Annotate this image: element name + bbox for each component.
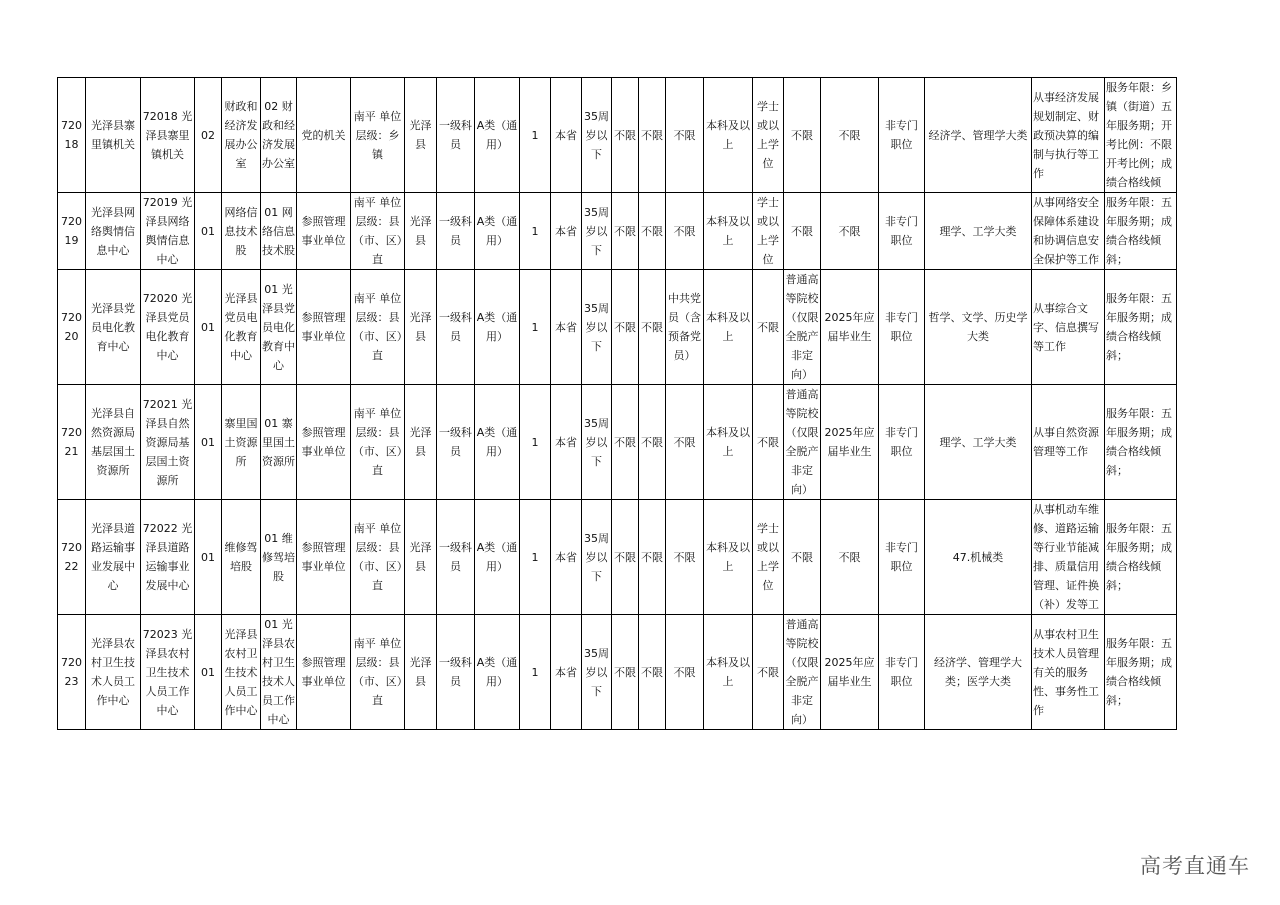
cell-region: 光泽县 <box>405 500 437 615</box>
table-row <box>58 385 1177 500</box>
cell-rank: 一级科员 <box>437 270 475 385</box>
cell-position-type: 非专门职位 <box>879 385 925 500</box>
cell-ethnicity: 不限 <box>639 193 666 270</box>
cell-political-status: 不限 <box>666 615 704 730</box>
cell-remarks: 服务年限：乡镇（街道）五年服务期；开考比例：不限开考比例；成绩合格线倾 <box>1105 78 1177 193</box>
cell-exam-category: A类（通用） <box>475 270 520 385</box>
cell-school-type: 不限 <box>784 500 821 615</box>
cell-unit-level: 南平 单位层级：县（市、区）直 <box>351 500 405 615</box>
table-row <box>58 615 1177 730</box>
cell-quota: 1 <box>520 193 551 270</box>
cell-education: 本科及以上 <box>704 615 753 730</box>
cell-dept-code: 01 <box>195 500 222 615</box>
cell-household: 本省 <box>551 270 582 385</box>
cell-unit-nature: 参照管理事业单位 <box>297 385 351 500</box>
cell-ethnicity: 不限 <box>639 500 666 615</box>
cell-gender: 不限 <box>612 270 639 385</box>
cell-gender: 不限 <box>612 615 639 730</box>
cell-household: 本省 <box>551 193 582 270</box>
cell-job-description: 从事网络安全保障体系建设和协调信息安全保护等工作 <box>1032 193 1105 270</box>
cell-school-type: 普通高等院校（仅限全脱产非定向） <box>784 270 821 385</box>
cell-unit-level: 南平 单位层级：县（市、区）直 <box>351 385 405 500</box>
cell-dept-code-name: 01 光泽县农村卫生技术人员工作中心 <box>261 615 297 730</box>
cell-unit-code-name: 72020 光泽县党员电化教育中心 <box>141 270 195 385</box>
cell-position-code: 72023 <box>58 615 86 730</box>
cell-job-description: 从事农村卫生技术人员管理有关的服务性、事务性工作 <box>1032 615 1105 730</box>
cell-political-status: 不限 <box>666 500 704 615</box>
cell-school-type: 不限 <box>784 78 821 193</box>
cell-dept-code-name: 01 寨里国土资源所 <box>261 385 297 500</box>
cell-school-type: 普通高等院校（仅限全脱产非定向） <box>784 385 821 500</box>
cell-exam-category: A类（通用） <box>475 385 520 500</box>
cell-dept-code: 01 <box>195 193 222 270</box>
cell-age: 35周岁以下 <box>582 615 612 730</box>
cell-dept-name: 光泽县党员电化教育中心 <box>222 270 261 385</box>
cell-position-type: 非专门职位 <box>879 270 925 385</box>
cell-school-type: 普通高等院校（仅限全脱产非定向） <box>784 615 821 730</box>
cell-age: 35周岁以下 <box>582 78 612 193</box>
cell-dept-code-name: 01 维修驾培股 <box>261 500 297 615</box>
cell-job-description: 从事经济发展规划制定、财政预决算的编制与执行等工作 <box>1032 78 1105 193</box>
cell-unit-level: 南平 单位层级：县（市、区）直 <box>351 615 405 730</box>
cell-position-type: 非专门职位 <box>879 500 925 615</box>
cell-job-description: 从事综合文字、信息撰写等工作 <box>1032 270 1105 385</box>
cell-education: 本科及以上 <box>704 78 753 193</box>
cell-unit-code-name: 72022 光泽县道路运输事业发展中心 <box>141 500 195 615</box>
cell-graduate-type: 不限 <box>821 500 879 615</box>
cell-graduate-type: 2025年应届毕业生 <box>821 270 879 385</box>
cell-position-code: 72019 <box>58 193 86 270</box>
cell-dept-name: 维修驾培股 <box>222 500 261 615</box>
cell-job-description: 从事自然资源管理等工作 <box>1032 385 1105 500</box>
cell-unit-nature: 党的机关 <box>297 78 351 193</box>
cell-quota: 1 <box>520 78 551 193</box>
cell-political-status: 不限 <box>666 385 704 500</box>
cell-remarks: 服务年限：五年服务期；成绩合格线倾斜； <box>1105 193 1177 270</box>
cell-household: 本省 <box>551 385 582 500</box>
cell-dept-code: 01 <box>195 615 222 730</box>
cell-dept-code-name: 02 财政和经济发展办公室 <box>261 78 297 193</box>
cell-dept-name: 光泽县农村卫生技术人员工作中心 <box>222 615 261 730</box>
cell-dept-code: 01 <box>195 385 222 500</box>
cell-dept-code-name: 01 网络信息技术股 <box>261 193 297 270</box>
cell-unit-code-name: 72019 光泽县网络舆情信息中心 <box>141 193 195 270</box>
cell-major: 经济学、管理学大类；医学大类 <box>925 615 1032 730</box>
cell-position-code: 72021 <box>58 385 86 500</box>
cell-region: 光泽县 <box>405 193 437 270</box>
cell-rank: 一级科员 <box>437 78 475 193</box>
cell-age: 35周岁以下 <box>582 193 612 270</box>
cell-dept-name: 网络信息技术股 <box>222 193 261 270</box>
cell-age: 35周岁以下 <box>582 500 612 615</box>
table-row <box>58 500 1177 615</box>
cell-major: 经济学、管理学大类 <box>925 78 1032 193</box>
cell-unit-name: 光泽县网络舆情信息中心 <box>86 193 141 270</box>
cell-major: 47.机械类 <box>925 500 1032 615</box>
cell-education: 本科及以上 <box>704 500 753 615</box>
cell-quota: 1 <box>520 615 551 730</box>
cell-unit-name: 光泽县寨里镇机关 <box>86 78 141 193</box>
cell-exam-category: A类（通用） <box>475 193 520 270</box>
cell-degree: 不限 <box>753 615 784 730</box>
cell-exam-category: A类（通用） <box>475 615 520 730</box>
cell-unit-level: 南平 单位层级：县（市、区）直 <box>351 270 405 385</box>
cell-rank: 一级科员 <box>437 500 475 615</box>
cell-degree: 学士或以上学位 <box>753 500 784 615</box>
cell-degree: 学士或以上学位 <box>753 78 784 193</box>
cell-household: 本省 <box>551 615 582 730</box>
cell-dept-code-name: 01 光泽县党员电化教育中心 <box>261 270 297 385</box>
cell-degree: 学士或以上学位 <box>753 193 784 270</box>
cell-remarks: 服务年限：五年服务期；成绩合格线倾斜； <box>1105 385 1177 500</box>
cell-household: 本省 <box>551 78 582 193</box>
table-row <box>58 193 1177 270</box>
cell-exam-category: A类（通用） <box>475 78 520 193</box>
cell-unit-name: 光泽县道路运输事业发展中心 <box>86 500 141 615</box>
cell-quota: 1 <box>520 385 551 500</box>
cell-ethnicity: 不限 <box>639 385 666 500</box>
cell-unit-nature: 参照管理事业单位 <box>297 615 351 730</box>
cell-position-type: 非专门职位 <box>879 193 925 270</box>
cell-unit-name: 光泽县农村卫生技术人员工作中心 <box>86 615 141 730</box>
cell-education: 本科及以上 <box>704 270 753 385</box>
cell-graduate-type: 不限 <box>821 78 879 193</box>
cell-unit-nature: 参照管理事业单位 <box>297 270 351 385</box>
cell-region: 光泽县 <box>405 615 437 730</box>
cell-dept-name: 寨里国土资源所 <box>222 385 261 500</box>
cell-region: 光泽县 <box>405 270 437 385</box>
cell-remarks: 服务年限：五年服务期；成绩合格线倾斜； <box>1105 615 1177 730</box>
cell-unit-level: 南平 单位层级：乡镇 <box>351 78 405 193</box>
cell-gender: 不限 <box>612 500 639 615</box>
cell-household: 本省 <box>551 500 582 615</box>
cell-quota: 1 <box>520 270 551 385</box>
cell-degree: 不限 <box>753 270 784 385</box>
cell-region: 光泽县 <box>405 385 437 500</box>
cell-job-description: 从事机动车维修、道路运输等行业节能减排、质量信用管理、证件换（补）发等工 <box>1032 500 1105 615</box>
cell-unit-level: 南平 单位层级：县（市、区）直 <box>351 193 405 270</box>
cell-dept-code: 01 <box>195 270 222 385</box>
cell-exam-category: A类（通用） <box>475 500 520 615</box>
cell-gender: 不限 <box>612 78 639 193</box>
cell-unit-nature: 参照管理事业单位 <box>297 500 351 615</box>
recruitment-table <box>57 77 1177 730</box>
cell-position-code: 72018 <box>58 78 86 193</box>
cell-position-type: 非专门职位 <box>879 615 925 730</box>
cell-unit-name: 光泽县自然资源局基层国土资源所 <box>86 385 141 500</box>
cell-graduate-type: 2025年应届毕业生 <box>821 615 879 730</box>
cell-rank: 一级科员 <box>437 385 475 500</box>
cell-dept-name: 财政和经济发展办公室 <box>222 78 261 193</box>
cell-position-code: 72020 <box>58 270 86 385</box>
cell-ethnicity: 不限 <box>639 615 666 730</box>
cell-degree: 不限 <box>753 385 784 500</box>
cell-education: 本科及以上 <box>704 385 753 500</box>
cell-remarks: 服务年限：五年服务期；成绩合格线倾斜； <box>1105 500 1177 615</box>
cell-major: 理学、工学大类 <box>925 193 1032 270</box>
cell-unit-code-name: 72021 光泽县自然资源局基层国土资源所 <box>141 385 195 500</box>
cell-dept-code: 02 <box>195 78 222 193</box>
cell-graduate-type: 2025年应届毕业生 <box>821 385 879 500</box>
cell-remarks: 服务年限：五年服务期；成绩合格线倾斜； <box>1105 270 1177 385</box>
watermark-logo-text: 高考直通车 <box>1140 854 1250 878</box>
cell-ethnicity: 不限 <box>639 78 666 193</box>
table-row <box>58 270 1177 385</box>
cell-major: 理学、工学大类 <box>925 385 1032 500</box>
cell-position-code: 72022 <box>58 500 86 615</box>
cell-political-status: 不限 <box>666 78 704 193</box>
cell-graduate-type: 不限 <box>821 193 879 270</box>
cell-age: 35周岁以下 <box>582 270 612 385</box>
cell-unit-code-name: 72018 光泽县寨里镇机关 <box>141 78 195 193</box>
cell-major: 哲学、文学、历史学大类 <box>925 270 1032 385</box>
cell-position-type: 非专门职位 <box>879 78 925 193</box>
cell-quota: 1 <box>520 500 551 615</box>
cell-unit-code-name: 72023 光泽县农村卫生技术人员工作中心 <box>141 615 195 730</box>
cell-region: 光泽县 <box>405 78 437 193</box>
cell-ethnicity: 不限 <box>639 270 666 385</box>
cell-unit-nature: 参照管理事业单位 <box>297 193 351 270</box>
cell-rank: 一级科员 <box>437 193 475 270</box>
cell-political-status: 中共党员（含预备党员） <box>666 270 704 385</box>
cell-rank: 一级科员 <box>437 615 475 730</box>
cell-gender: 不限 <box>612 385 639 500</box>
cell-education: 本科及以上 <box>704 193 753 270</box>
cell-gender: 不限 <box>612 193 639 270</box>
cell-unit-name: 光泽县党员电化教育中心 <box>86 270 141 385</box>
table-row <box>58 78 1177 193</box>
cell-political-status: 不限 <box>666 193 704 270</box>
cell-age: 35周岁以下 <box>582 385 612 500</box>
cell-school-type: 不限 <box>784 193 821 270</box>
